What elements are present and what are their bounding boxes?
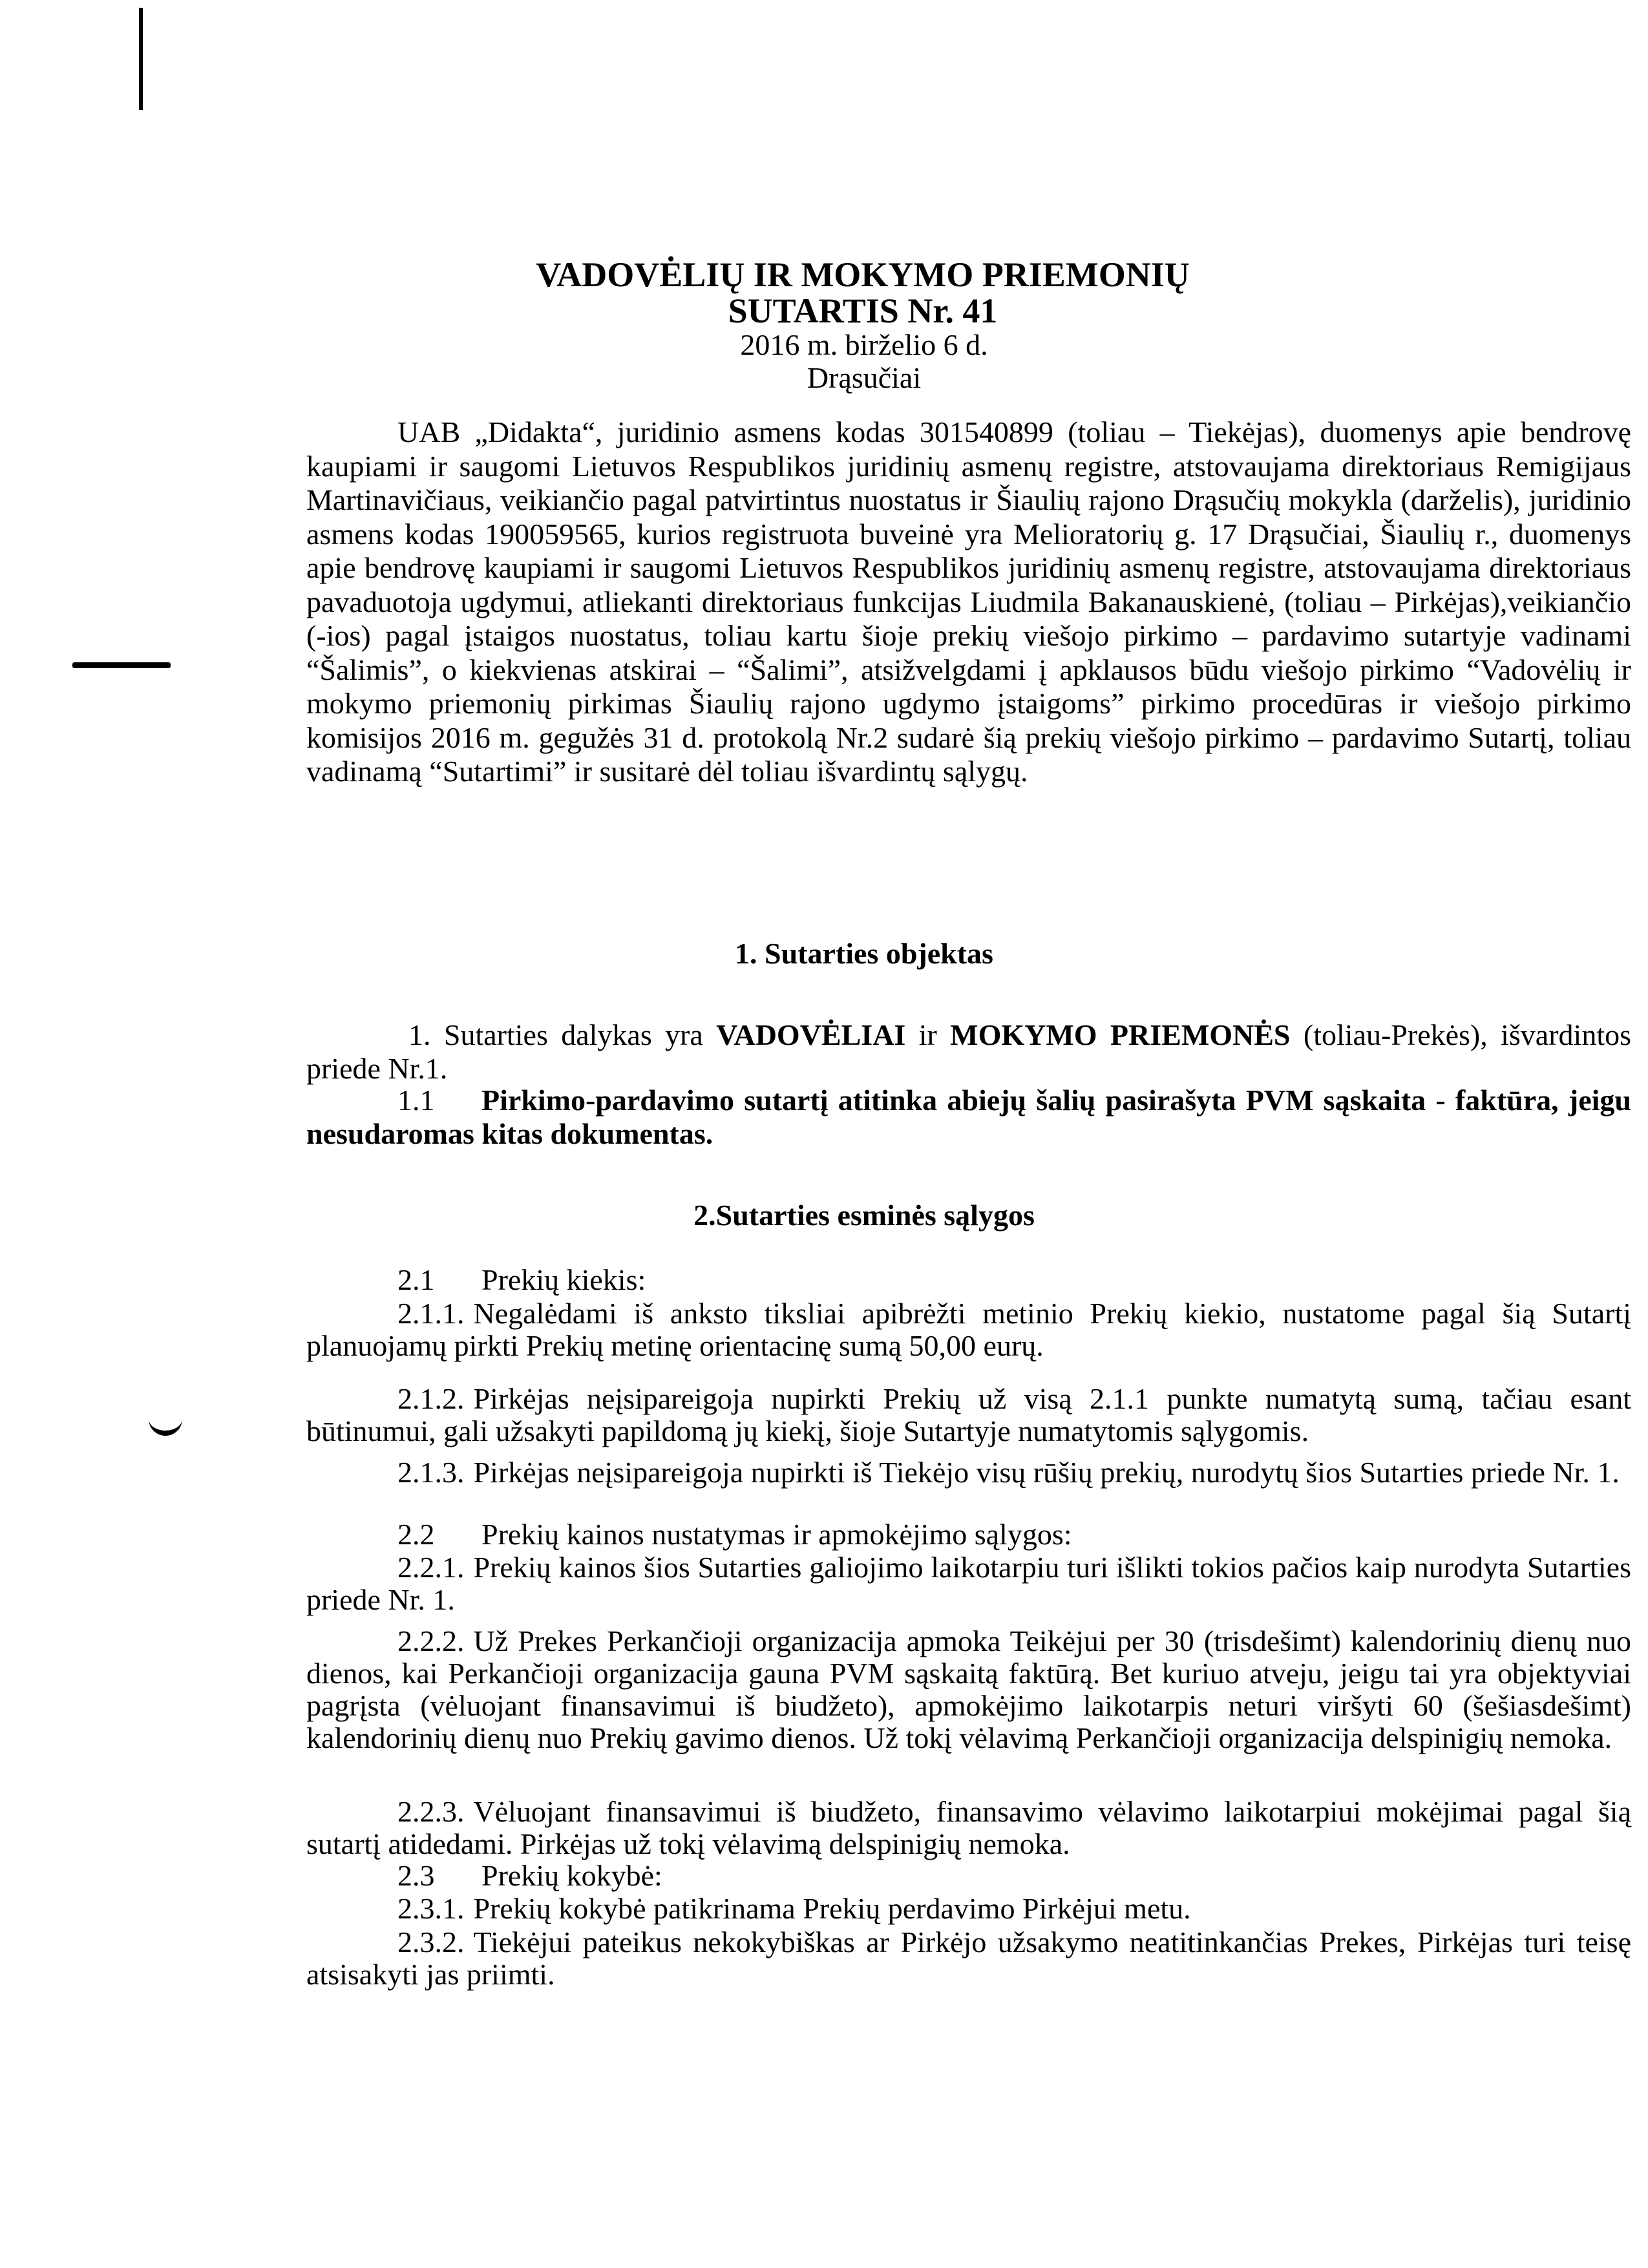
- scan-curve-mark: [149, 1416, 182, 1436]
- list-item: [306, 1456, 1631, 1489]
- item-text: Prekių kokybė:: [481, 1859, 662, 1892]
- list-item: [306, 1518, 1631, 1551]
- item-text: Už Prekes Perkančioji organizacija apmoka Teikėjui per 30 (trisdešimt) kalendorinių dienų nuo dienos, kai Perkančioji organizacija gauna PVM sąskaitą faktūrą. Bet kuriuo atveju, jeigu tai yra objektyviai pagrįsta (vėluojant finansavimui iš biudžeto), apmokėjimo laikotarpis neturi viršyti 60 (šešiasdešimt) kalendorinių dienų nuo Prekių gavimo dienos. Už tokį vėlavimą Perkančioji organizacija delspinigių nemoka.: [306, 1624, 1631, 1754]
- document-title: [39, 257, 1648, 329]
- item-number: 2.1: [397, 1263, 435, 1296]
- item-text: Pirkėjas neįsipareigoja nupirkti Prekių už visą 2.1.1 punkte numatytą sumą, tačiau esant būtinumui, gali užsakyti papildomą jų kiekį, šioje Sutartyje numatytomis sąlygomis.: [306, 1382, 1631, 1447]
- intro-paragraph: UAB „Didakta“, juridinio asmens kodas 301540899 (toliau – Tiekėjas), duomenys apie bendrovę kaupiami ir saugomi Lietuvos Respublikos juridinių asmenų registre, atstovaujama direktoriaus Remigijaus Martinavičiaus, veikiančio pagal patvirtintus nuostatus ir Šiaulių rajono Drąsučių mokykla (darželis), juridinio asmens kodas 190059565, kurios registruota buveinė yra Melioratorių g. 17 Drąsučiai, Šiaulių r., duomenys apie bendrovę kaupiami ir saugomi Lietuvos Respublikos juridinių asmenų registre, atstovaujama direktoriaus pavaduotoja ugdymui, atliekanti direktoriaus funkcijas Liudmila Bakanauskienė, (toliau – Pirkėjas),veikiančio (-ios) pagal įstaigos nuostatus, toliau kartu šioje prekių viešojo pirkimo – pardavimo sutartyje vadinami “Šalimis”, o kiekvienas atskirai – “Šalimi”, atsižvelgdami į apklausos būdu viešojo pirkimo “Vadovėlių ir mokymo priemonių pirkimas Šiaulių rajono ugdymo įstaigoms” pirkimo procedūras ir viešojo pirkimo komisijos 2016 m. gegužės 31 d. protokolą Nr.2 sudarė šią prekių viešojo pirkimo – pardavimo Sutartį, toliau vadinamą “Sutartimi” ir susitarė dėl toliau išvardintų sąlygų.: [306, 415, 1631, 788]
- item-number: 2.3.2.: [397, 1926, 465, 1958]
- item-number: 2.1.1.: [397, 1297, 465, 1330]
- item-text: (toliau-Prekės), išvardintos priede Nr.1.: [306, 1018, 1631, 1085]
- section-2-heading: [40, 1199, 1648, 1232]
- item-number: 2.2.1.: [397, 1551, 465, 1584]
- item-text: Negalėdami iš anksto tiksliai apibrėžti metinio Prekių kiekio, nustatome pagal šią Sutartį planuojamų pirkti Prekių metinę orientacinę sumą 50,00 eurų.: [306, 1297, 1631, 1362]
- item-bold-text: MOKYMO PRIEMONĖS: [950, 1018, 1291, 1051]
- list-item: [306, 1893, 1631, 1925]
- item-1: [306, 1018, 1631, 1086]
- item-text: Vėluojant finansavimui iš biudžeto, finansavimo vėlavimo laikotarpiui mokėjimai pagal šią sutartį atidedami. Pirkėjas už tokį vėlavimą delspinigių nemoka.: [306, 1795, 1631, 1860]
- document-place: Drąsučiai: [807, 361, 922, 394]
- section-2-heading-text: 2.Sutarties esminės sąlygos: [693, 1199, 1035, 1232]
- list-item: [306, 1383, 1631, 1447]
- item-text: Prekių kiekis:: [481, 1263, 646, 1296]
- item-text: Sutarties dalykas yra: [430, 1018, 717, 1051]
- list-item: [306, 1264, 1631, 1296]
- list-item: [306, 1926, 1631, 1991]
- scan-horizontal-mark: [72, 662, 171, 668]
- section-1-heading: [40, 938, 1648, 970]
- item-bold-text: VADOVĖLIAI: [716, 1018, 906, 1051]
- item-number: 2.3: [397, 1859, 435, 1892]
- item-number: 2.2.3.: [397, 1795, 465, 1828]
- item-number: 2.3.1.: [397, 1892, 465, 1925]
- item-text: Prekių kainos nustatymas ir apmokėjimo sąlygos:: [481, 1518, 1072, 1551]
- list-item: [306, 1796, 1631, 1860]
- item-number: 2.1.3.: [397, 1456, 465, 1489]
- list-item: [306, 1297, 1631, 1362]
- item-number: 2.2.2.: [397, 1624, 465, 1657]
- item-number: 2.2: [397, 1518, 435, 1551]
- list-item: [306, 1625, 1631, 1754]
- item-text: Tiekėjui pateikus nekokybiškas ar Pirkėjo užsakymo neatitinkančias Prekes, Pirkėjas turi teisę atsisakyti jas priimti.: [306, 1926, 1631, 1991]
- item-text: Prekių kainos šios Sutarties galiojimo laikotarpiu turi išlikti tokios pačios kaip nurodyta Sutarties priede Nr. 1.: [306, 1551, 1631, 1616]
- item-1-1: [306, 1084, 1631, 1151]
- item-text: Pirkėjas neįsipareigoja nupirkti iš Tiekėjo visų rūšių prekių, nurodytų šios Sutarties priede Nr. 1.: [473, 1456, 1620, 1489]
- item-number: 1.1: [397, 1084, 435, 1117]
- document-date: 2016 m. birželio 6 d.: [740, 328, 988, 361]
- list-item: [306, 1860, 1631, 1892]
- list-item: [306, 1551, 1631, 1616]
- item-number: 1.: [408, 1018, 431, 1051]
- item-number: 2.1.2.: [397, 1382, 465, 1415]
- title-line-2: SUTARTIS Nr. 41: [728, 291, 998, 330]
- item-text: Prekių kokybė patikrinama Prekių perdavimo Pirkėjui metu.: [473, 1892, 1191, 1925]
- item-text: ir: [905, 1018, 951, 1051]
- item-bold-text: Pirkimo-pardavimo sutartį atitinka abiejų šalių pasirašyta PVM sąskaita - faktūra, jeigu nesudaromas kitas dokumentas.: [306, 1084, 1631, 1150]
- section-1-heading-text: 1. Sutarties objektas: [735, 937, 993, 970]
- scan-vertical-mark: [139, 8, 143, 110]
- title-line-1: VADOVĖLIŲ IR MOKYMO PRIEMONIŲ: [536, 255, 1190, 294]
